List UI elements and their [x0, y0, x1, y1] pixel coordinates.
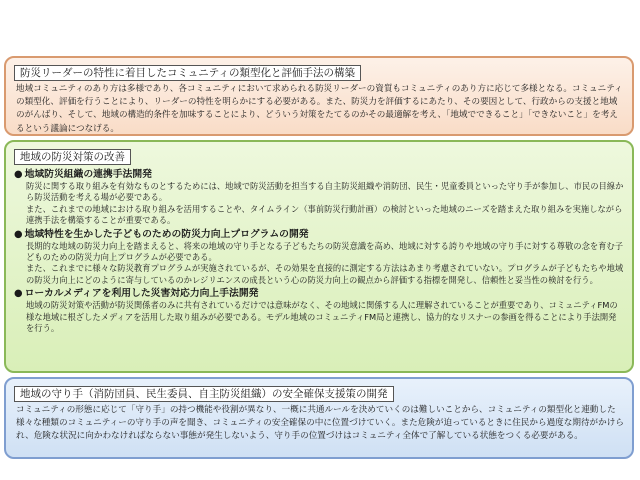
section-body	[14, 300, 624, 334]
bullet-icon: ●	[14, 169, 23, 180]
section-children-program	[14, 228, 624, 287]
disaster-measures-title: 地域の防災対策の改善	[14, 149, 131, 165]
section-body	[14, 181, 624, 227]
section-paragraph: 地域の防災対策や活動が防災関係者のみに共有されているだけでは意味がなく、その地域に関係する人に理解されていることが重要であり、コミュニティFMの様な地域に根ざしたメディアを活用した取り組みが必要である。モデル地域のコミュニティFM局と連携し、協力的なリスナーの参画を得ることにより手法開発を行う。	[26, 300, 618, 334]
section-paragraph: 防災に関する取り組みを有効なものとするためには、地域で防災活動を担当する自主防災組織や消防団、民生・児童委員といった守り手が参加し、市民の目線から防災活動を考える場が必要である。	[26, 181, 624, 203]
section-paragraph: また、これまでに様々な防災教育プログラムが実施されているが、その効果を直接的に測定する方法はあまり考慮されていない。プログラムが子どもたちや地域の防災力向上にどのように寄与しているのかレジリエンスの成長という心の防災力向上の観点から評価する指標を開発し、信頼性と妥当性の検討を行う。	[26, 263, 624, 285]
disaster-measures-panel	[4, 140, 634, 373]
section-heading-text: 地域特性を生かした子どものための防災力向上プログラムの開発	[24, 228, 309, 240]
bullet-icon: ●	[14, 228, 23, 240]
section-body	[14, 241, 624, 287]
section-heading	[14, 287, 624, 300]
section-organization-coordination	[14, 168, 624, 227]
section-heading	[14, 168, 624, 181]
guardian-safety-panel	[4, 377, 634, 459]
section-heading-text: 地域防災組織の連携手法開発	[24, 169, 152, 180]
guardian-safety-title: 地域の守り手（消防団員、民生委員、自主防災組織）の安全確保支援策の開発	[14, 386, 394, 402]
section-local-media	[14, 287, 624, 334]
section-paragraph: また、これまでの地域における取り組みを活用することや、タイムライン（事前防災行動計画）の検討といった地域のニーズを踏まえた取り組みを実施しながら連携手法を構築することが重要である。	[26, 203, 623, 226]
section-paragraph: 長期的な地域の防災力向上を踏まえると、将来の地域の守り手となる子どもたちの防災意識を高め、地域に対する誇りや地域の守り手に対する尊敬の念を育む子どものための防災力向上プログラムが必要である。	[26, 240, 624, 263]
leader-typology-title: 防災リーダーの特性に着目したコミュニティの類型化と評価手法の構築	[14, 65, 361, 81]
guardian-safety-text: コミュニティの形態に応じて「守り手」の持つ機能や役割が異なり、一概に共通ルールを決めていくのは難しいことから、コミュニティの類型化と連動した様々な種類のコミュニティーの守り手の声を聞き、コミュニティの安全確保の中に位置づけていく。また危険が迫っているときに住民から過度な期待がかけられ、危険な状況に向かわなければならない事態が発生しないよう、守り手の位置づけはコミュニティ全体で了解している状態をつくる必要がある。	[16, 405, 624, 442]
leader-typology-panel	[4, 56, 634, 136]
section-heading-text: ローカルメディアを利用した災害対応力向上手法開発	[24, 288, 259, 300]
bullet-icon: ●	[14, 288, 23, 300]
leader-typology-text: 地域コミュニティのあり方は多様であり、各コミュニティにおいて求められる防災リーダーの資質もコミュニティのあり方に応じて多様となる。コミュニティの類型化、評価を行うことにより、リーダーの特性を明らかにする必要がある。また、防災力を評価するにあたり、その要因として、行政からの支援と地域のがんばり、そして、地域の構造的条件を加味することにより、どういう対策をたてるのかその最適解を考え、「地域でできること」「できないこと」を考えるという議論につなげる。	[16, 84, 623, 134]
section-heading	[14, 228, 624, 241]
